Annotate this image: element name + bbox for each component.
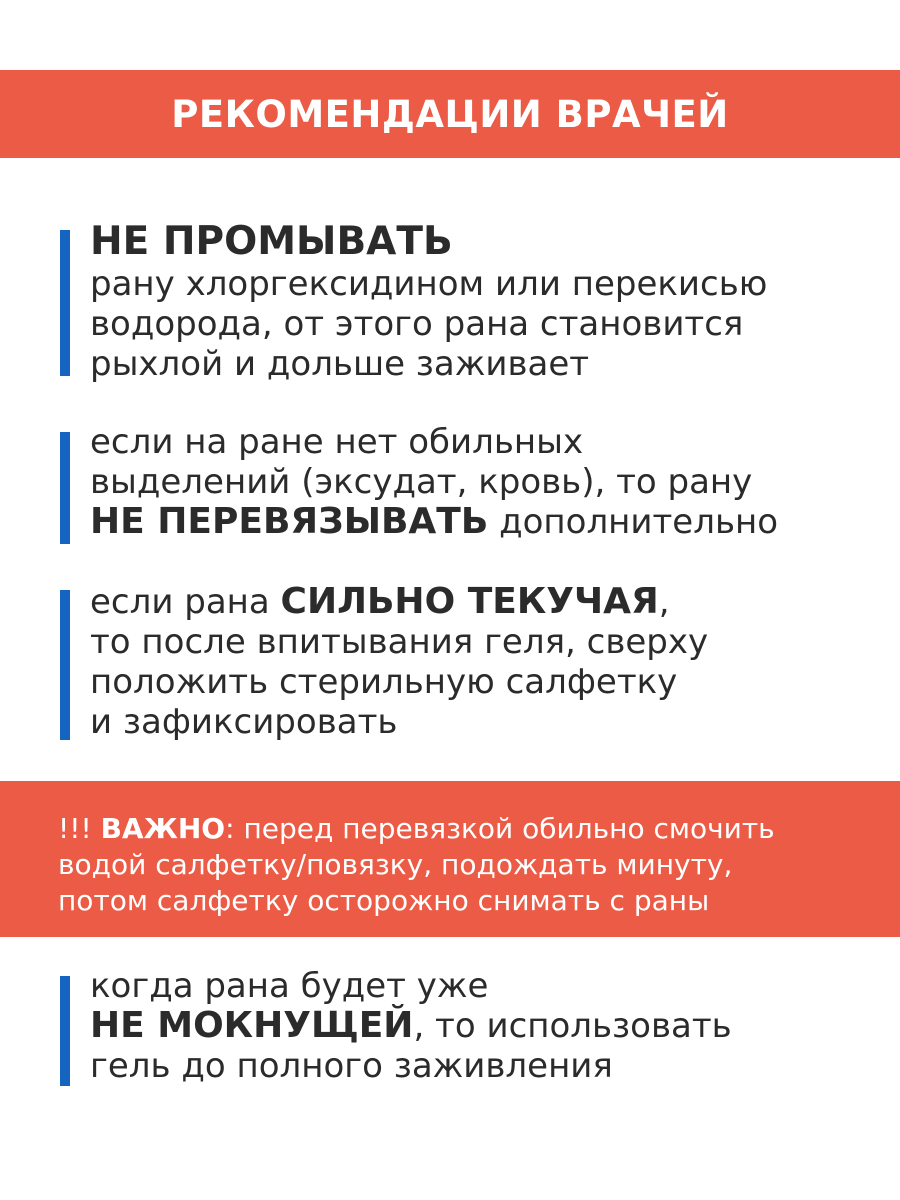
text-line <box>90 582 708 622</box>
text-line: рану хлоргексидином или перекисью <box>90 264 768 304</box>
text-line: водой салфетку/повязку, подождать минуту, <box>58 848 733 881</box>
text-fragment: дополнительно <box>488 502 779 542</box>
recommendation-text <box>90 582 708 742</box>
notice-text <box>58 811 775 919</box>
accent-bar <box>60 976 70 1086</box>
page-title: РЕКОМЕНДАЦИИ ВРАЧЕЙ <box>171 92 729 136</box>
text-line: рыхлой и дольше заживает <box>90 344 590 384</box>
important-notice <box>0 781 900 937</box>
text-line <box>58 811 775 847</box>
recommendation-text <box>90 220 767 384</box>
text-fragment: !!! <box>58 812 101 845</box>
recommendation-not-wet <box>60 966 860 1090</box>
recommendation-heading: НЕ ПРОМЫВАТЬ <box>90 219 453 264</box>
text-line: выделений (эксудат, кровь), то рану <box>90 462 753 502</box>
accent-bar <box>60 230 70 376</box>
text-line: когда рана будет уже <box>90 966 489 1006</box>
text-fragment: : перед перевязкой обильно смочить <box>225 812 775 845</box>
header-banner <box>0 70 900 158</box>
text-fragment: , то использовать <box>413 1006 732 1046</box>
emphasis-text: СИЛЬНО ТЕКУЧАЯ <box>280 581 659 622</box>
recommendation-no-rinse <box>60 219 860 384</box>
text-fragment: если рана <box>90 582 281 622</box>
text-line: если на ране нет обильных <box>90 422 584 462</box>
text-line: потом салфетку осторожно снимать с раны <box>58 884 710 917</box>
recommendation-text <box>90 422 778 542</box>
text-line: и зафиксировать <box>90 702 398 742</box>
recommendation-no-dressing <box>60 422 860 546</box>
text-line <box>90 502 778 542</box>
text-fragment: , <box>658 582 670 622</box>
emphasis-text: ВАЖНО <box>100 812 226 845</box>
text-line: водорода, от этого рана становится <box>90 304 744 344</box>
text-line: положить стерильную салфетку <box>90 662 678 702</box>
accent-bar <box>60 590 70 740</box>
text-line: то после впитывания геля, сверху <box>90 622 709 662</box>
text-line <box>90 1006 732 1046</box>
emphasis-text: НЕ МОКНУЩЕЙ <box>90 1005 414 1046</box>
emphasis-text: НЕ ПЕРЕВЯЗЫВАТЬ <box>90 501 489 542</box>
text-line: гель до полного заживления <box>90 1046 613 1086</box>
recommendation-text <box>90 966 732 1086</box>
accent-bar <box>60 432 70 544</box>
recommendation-heavy-exudate <box>60 582 860 746</box>
